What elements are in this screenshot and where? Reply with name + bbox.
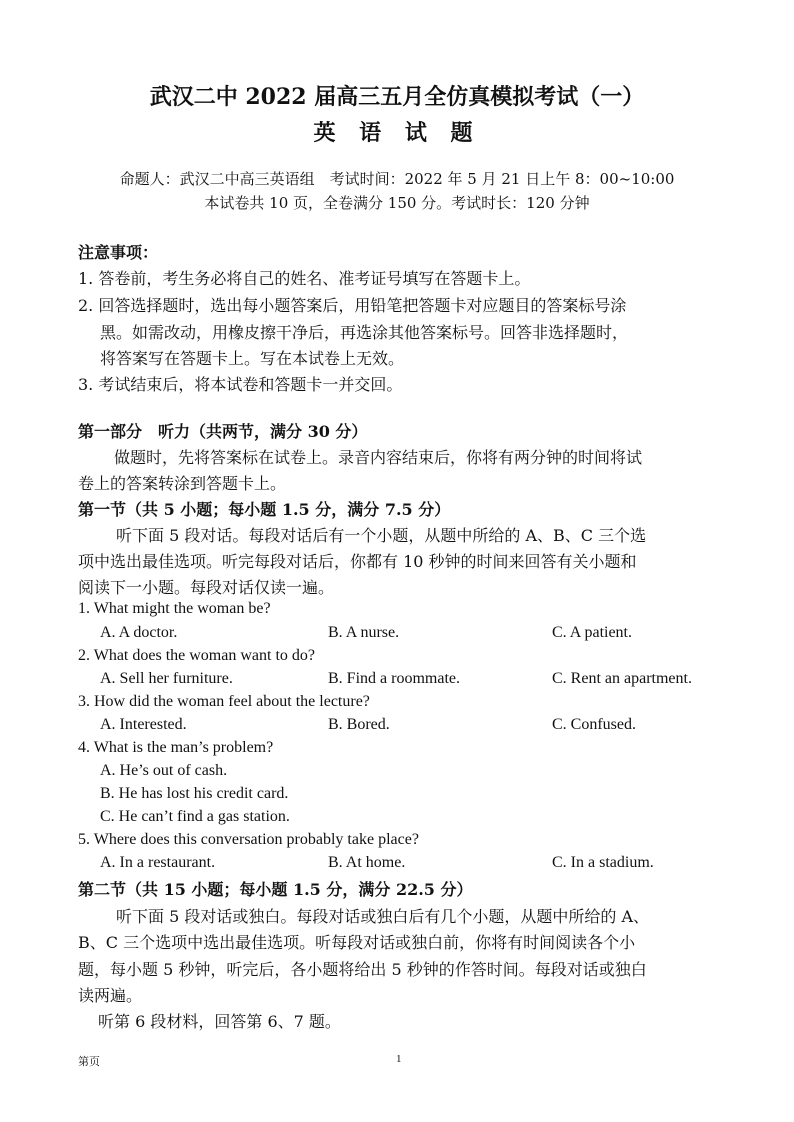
footer-page-label: 第页 (78, 1056, 100, 1068)
question-3-option-a: A. Interested. (100, 716, 187, 733)
notes-item-2-line-3: 将答案写在答题卡上。写在本试卷上无效。 (100, 349, 405, 368)
notes-heading: 注意事项： (78, 243, 159, 262)
section2-heading: 第二节（共 15 小题；每小题 1.5 分，满分 22.5 分） (78, 880, 473, 899)
question-1-option-b: B. A nurse. (328, 624, 400, 641)
exam-meta-line-1: 命题人：武汉二中高三英语组 考试时间：2022 年 5 月 21 日上午 8：00~10:00 (119, 170, 675, 188)
notes-item-1: 1. 答卷前，考生务必将自己的姓名、准考证号填写在答题卡上。 (78, 269, 531, 288)
section1-intro-line-2: 项中选出最佳选项。听完每段对话后，你都有 10 秒钟的时间来回答有关小题和 (78, 552, 637, 571)
section2-intro-line-4: 读两遍。 (78, 986, 143, 1005)
section1-intro-line-3: 阅读下一小题。每段对话仅读一遍。 (78, 578, 335, 597)
section2-intro-line-2: B、C 三个选项中选出最佳选项。听每段对话或独白前，你将有时间阅读各个小 (78, 933, 636, 952)
part1-intro-line-2: 卷上的答案转涂到答题卡上。 (78, 474, 287, 493)
question-4-option-a: A. He’s out of cash. (100, 762, 228, 779)
exam-meta-line-2: 本试卷共 10 页，全卷满分 150 分。考试时长：120 分钟 (204, 194, 590, 212)
exam-title: 武汉二中 2022 届高三五月全仿真模拟考试（一） (149, 84, 645, 110)
footer-page-number: 1 (396, 1053, 402, 1065)
part1-heading: 第一部分 听力（共两节，满分 30 分） (78, 422, 368, 441)
section1-intro-line-1: 听下面 5 段对话。每段对话后有一个小题，从题中所给的 A、B、C 三个选 (116, 526, 647, 545)
question-4-stem: 4. What is the man’s problem? (78, 739, 274, 756)
question-1-stem: 1. What might the woman be? (78, 600, 271, 617)
question-2-stem: 2. What does the woman want to do? (78, 647, 315, 664)
question-3-option-c: C. Confused. (552, 716, 636, 733)
question-3-option-b: B. Bored. (328, 716, 390, 733)
question-2-option-b: B. Find a roommate. (328, 670, 460, 687)
question-5-option-b: B. At home. (328, 854, 406, 871)
section2-material-line: 听第 6 段材料，回答第 6、7 题。 (98, 1012, 341, 1031)
exam-subtitle: 英 语 试 题 (313, 120, 481, 146)
notes-item-3: 3. 考试结束后，将本试卷和答题卡一并交回。 (78, 375, 403, 394)
question-5-stem: 5. Where does this conversation probably take place? (78, 831, 419, 848)
question-5-option-c: C. In a stadium. (552, 854, 654, 871)
question-2-option-c: C. Rent an apartment. (552, 670, 692, 687)
question-4-option-b: B. He has lost his credit card. (100, 785, 289, 802)
section1-heading: 第一节（共 5 小题；每小题 1.5 分，满分 7.5 分） (78, 500, 451, 519)
notes-item-2-line-2: 黑。如需改动，用橡皮擦干净后，再选涂其他答案标号。回答非选择题时， (100, 323, 629, 342)
question-5-option-a: A. In a restaurant. (100, 854, 216, 871)
question-3-stem: 3. How did the woman feel about the lecture? (78, 693, 370, 710)
question-1-option-a: A. A doctor. (100, 624, 178, 641)
question-4-option-c: C. He can’t find a gas station. (100, 808, 290, 825)
part1-intro-line-1: 做题时，先将答案标在试卷上。录音内容结束后，你将有两分钟的时间将试 (114, 448, 643, 467)
section2-intro-line-3: 题，每小题 5 秒钟，听完后，各小题将给出 5 秒钟的作答时间。每段对话或独白 (78, 960, 647, 979)
notes-item-2-line-1: 2. 回答选择题时，选出每小题答案后，用铅笔把答题卡对应题目的答案标号涂 (78, 296, 627, 315)
question-1-option-c: C. A patient. (552, 624, 632, 641)
section2-intro-line-1: 听下面 5 段对话或独白。每段对话或独白后有几个小题，从题中所给的 A、 (116, 907, 649, 926)
question-2-option-a: A. Sell her furniture. (100, 670, 233, 687)
